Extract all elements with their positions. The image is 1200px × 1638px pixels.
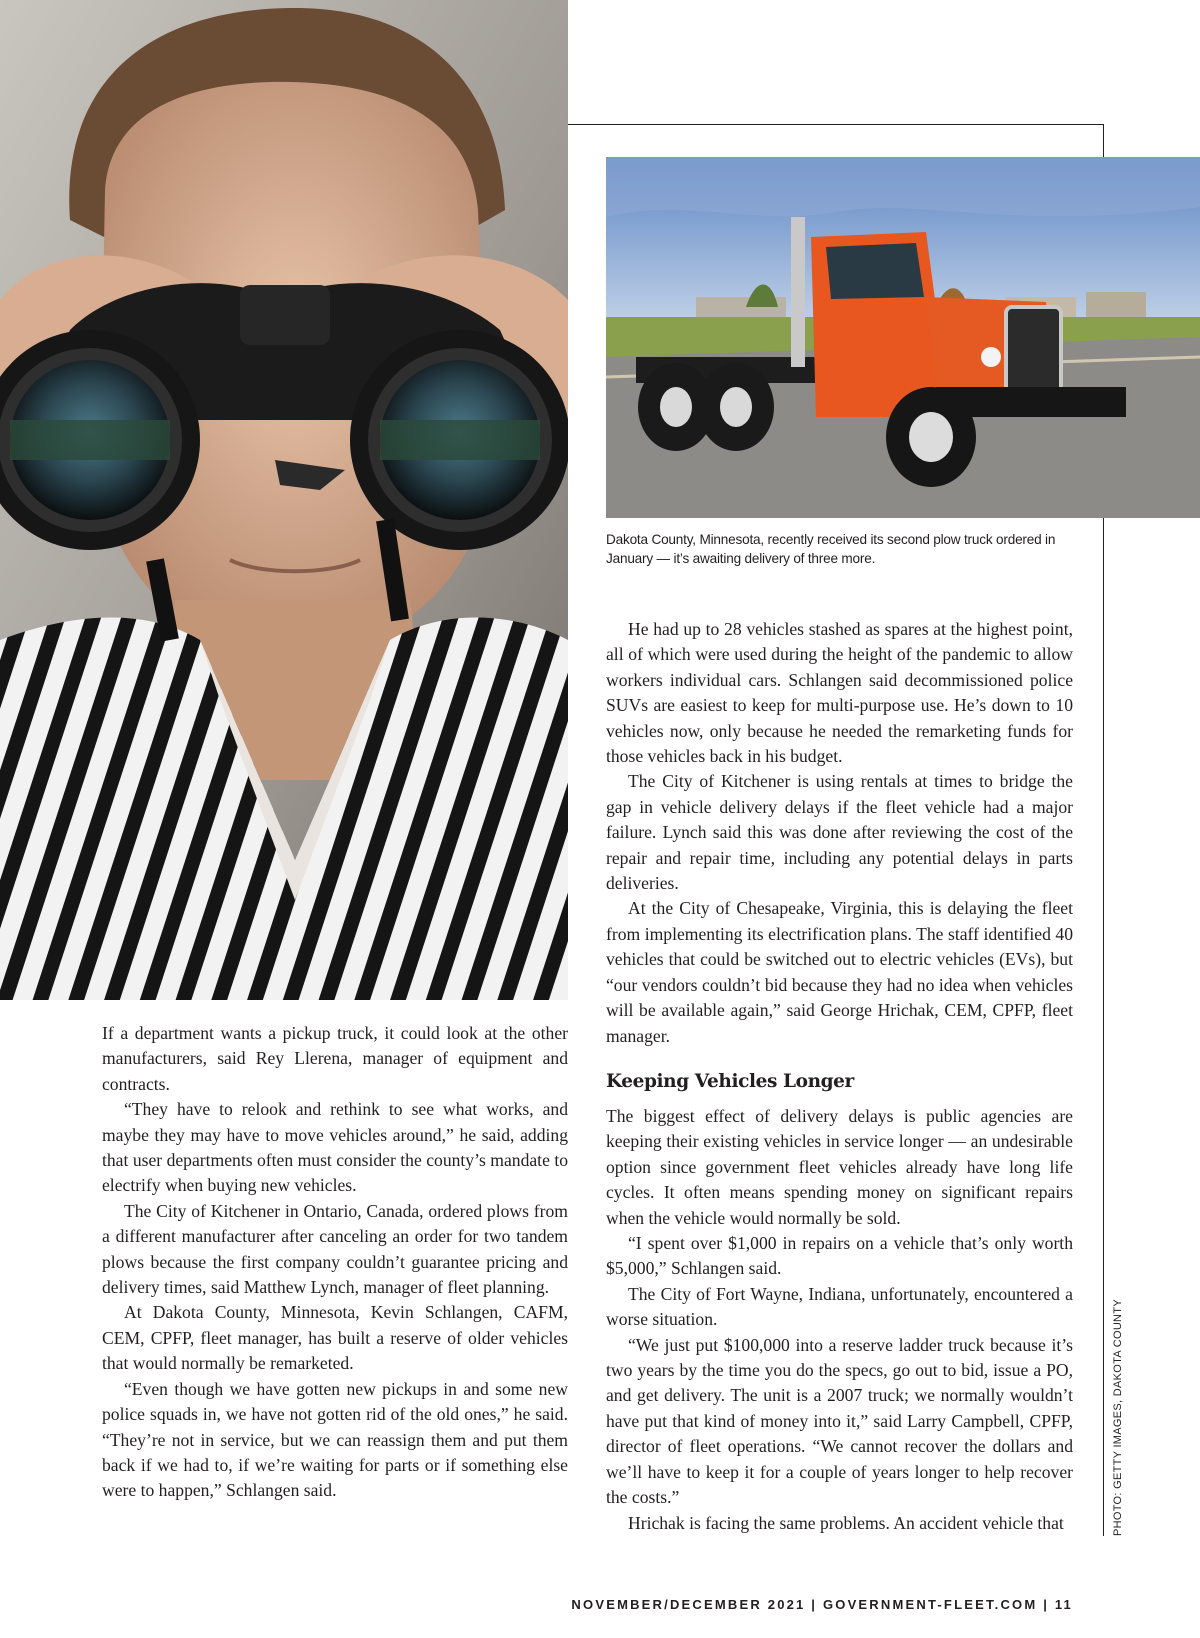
paragraph: The biggest effect of delivery delays is public agencies are keeping their existing vehicles in service longer — an undesirable option since government fleet vehicles already have long life cycles. It often means spending money on significant repairs when the vehicle would normally be sold. bbox=[606, 1106, 1073, 1228]
paragraph: If a department wants a pickup truck, it could look at the other manufacturers, said Rey Llerena, manager of equipment and contracts. bbox=[102, 1023, 568, 1094]
article-column-right-top bbox=[606, 617, 1073, 1049]
paragraph: “They have to relook and rethink to see what works, and maybe they may have to move vehicles around,” he said, adding that user departments often must consider the county’s mandate to electrify when buying new vehicles. bbox=[102, 1099, 568, 1196]
paragraph: He had up to 28 vehicles stashed as spares at the highest point, all of which were used during the height of the pandemic to allow workers individual cars. Schlangen said decommissioned police SUVs are easiest to keep for multi-purpose use. He’s down to 10 vehicles now, only because he needed the remarketing funds for those vehicles back in his budget. bbox=[606, 619, 1073, 767]
paragraph: “Even though we have gotten new pickups in and some new police squads in, we have not gotten rid of the old ones,” he said. “They’re not in service, but we can reassign them and put them back if we had to, if we’re waiting for parts or if something else were to happen,” Schlangen said. bbox=[102, 1378, 568, 1501]
plow-truck-photo bbox=[606, 157, 1200, 518]
binoculars-photo bbox=[0, 0, 568, 1000]
paragraph: “We just put $100,000 into a reserve ladder truck because it’s two years by the time you do the specs, go out to bid, issue a PO, and get delivery. The unit is a 2007 truck; we normally wouldn’t have put that kind of money into it,” said Larry Campbell, CPFP, director of fleet operations. “We cannot recover the dollars and we’ll have to keep it for a couple of years longer to help recover the costs.” bbox=[606, 1334, 1073, 1508]
paragraph: At the City of Chesapeake, Virginia, this is delaying the fleet from implementing its electrification plans. The staff identified 40 vehicles that could be switched out to electric vehicles (EVs), but “our vendors couldn’t bid because they had no idea when vehicles will be available again,” said George Hrichak, CEM, CPFP, fleet manager. bbox=[606, 898, 1073, 1046]
section-subhead: Keeping Vehicles Longer bbox=[606, 1071, 854, 1092]
paragraph: The City of Fort Wayne, Indiana, unfortunately, encountered a worse situation. bbox=[606, 1283, 1073, 1330]
paragraph: At Dakota County, Minnesota, Kevin Schlangen, CAFM, CEM, CPFP, fleet manager, has built a reserve of older vehicles that would normally be remarketed. bbox=[102, 1302, 568, 1374]
article-column-left bbox=[102, 1021, 568, 1504]
photo-caption: Dakota County, Minnesota, recently received its second plow truck ordered in January — it’s awaiting delivery of three more. bbox=[606, 532, 1056, 566]
frame-top-rule bbox=[568, 124, 1104, 125]
paragraph: The City of Kitchener is using rentals at times to bridge the gap in vehicle delivery delays if the fleet vehicle had a major failure. Lynch said this was done after reviewing the cost of the repair and repair time, including any potential delays in parts deliveries. bbox=[606, 771, 1073, 894]
plow-truck-illustration bbox=[606, 157, 1200, 518]
page-footer: NOVEMBER/DECEMBER 2021 | GOVERNMENT-FLEET.COM | 11 bbox=[571, 1597, 1073, 1612]
binoculars-illustration bbox=[0, 0, 568, 1000]
paragraph: Hrichak is facing the same problems. An accident vehicle that bbox=[628, 1512, 1064, 1533]
article-column-right-bottom bbox=[606, 1104, 1073, 1536]
paragraph: The City of Kitchener in Ontario, Canada, ordered plows from a different manufacturer after canceling an order for two tandem plows because the first company couldn’t guarantee pricing and delivery times, said Matthew Lynch, manager of fleet planning. bbox=[102, 1200, 568, 1298]
photo-credit: PHOTO: GETTY IMAGES, DAKOTA COUNTY bbox=[1112, 1299, 1124, 1536]
paragraph: “I spent over $1,000 in repairs on a vehicle that’s only worth $5,000,” Schlangen said. bbox=[606, 1233, 1073, 1279]
